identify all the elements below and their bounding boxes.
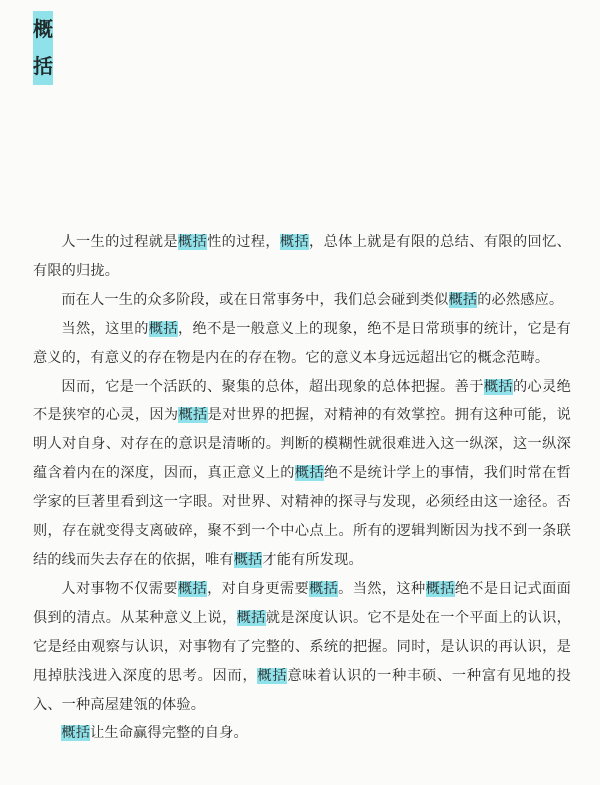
text-segment: 的必然感应。 <box>477 291 564 308</box>
highlighted-keyword: 概括 <box>448 291 478 308</box>
text-segment: 才能有所发现。 <box>262 551 363 568</box>
text-segment: 是对世界的把握，对精神的有效掌控。拥有这种可能，说明人对自身、对存在的意识是清晰的。判断的模糊性就很难进入这一纵深，这一纵深蕴含着内在的深度，因而，真正意义上的 <box>33 407 571 482</box>
highlighted-keyword: 概括 <box>177 580 208 597</box>
text-segment: 人一生的过程就是 <box>61 234 178 250</box>
text-segment: 而在人一生的众多阶段，或在日常事务中，我们总会碰到类似 <box>61 291 449 308</box>
text-segment: ，绝不是一般意义上的现象，绝不是日常琐事的统计，它是有意义的，有意义的存在物是内在的存在物。它的意义本身远远超出它的概念范畴。 <box>33 320 571 366</box>
highlighted-keyword: 概括 <box>177 234 208 250</box>
highlighted-keyword: 概括 <box>309 580 339 597</box>
essay-body <box>33 228 571 748</box>
highlighted-keyword: 概括 <box>148 320 178 337</box>
highlighted-keyword: 概括 <box>425 580 455 597</box>
paragraph-5 <box>33 575 571 720</box>
highlighted-keyword: 概括 <box>61 725 91 742</box>
text-segment: 就是深度认识。它不是处在一个平面上的认识，它是经由观察与认识，对事物有了完整的、系统的把握。同时，是认识的再认识，是甩掉肤浅进入深度的思考。因而， <box>33 609 571 684</box>
paragraph-6 <box>33 719 571 748</box>
paragraph-4 <box>33 373 571 575</box>
text-segment: ，对自身更需要 <box>207 580 310 597</box>
title-char-2: 括 <box>33 48 53 85</box>
text-segment: 让生命赢得完整的自身。 <box>90 725 248 742</box>
highlighted-keyword: 概括 <box>279 234 310 250</box>
paragraph-1 <box>33 228 571 286</box>
highlighted-keyword: 概括 <box>236 609 266 626</box>
text-segment: 性的过程， <box>207 234 280 250</box>
text-segment: 。当然，这种 <box>338 580 426 597</box>
highlighted-keyword: 概括 <box>178 407 208 424</box>
highlighted-keyword: 概括 <box>233 551 263 568</box>
paragraph-3 <box>33 315 571 373</box>
text-segment: 绝不是统计学上的事情，我们时常在哲学家的巨著里看到这一字眼。对世界、对精神的探寻与发现，必须经由这一途径。否则，存在就变得支离破碎，聚不到一个中心点上。所有的逻辑判断因为找不到一条联结的线而失去存在的依据，唯有 <box>33 465 571 568</box>
page-title <box>33 11 53 85</box>
paragraph-2 <box>33 286 571 315</box>
text-segment: 因而，它是一个活跃的、聚集的总体，超出现象的总体把握。善于 <box>61 378 484 395</box>
text-segment: 意味着认识的一种丰硕、一种富有见地的投入、一种高屋建瓴的体验。 <box>33 667 571 713</box>
title-char-1: 概 <box>33 11 53 48</box>
highlighted-keyword: 概括 <box>257 667 288 684</box>
text-segment: 人对事物不仅需要 <box>61 580 178 597</box>
text-segment: ，总体上就是有限的总结、有限的回忆、有限的归拢。 <box>33 234 571 279</box>
text-segment: 绝不是日记式面面俱到的清点。从某种意义上说， <box>33 580 571 626</box>
highlighted-keyword: 概括 <box>294 465 324 482</box>
text-segment: 当然，这里的 <box>61 320 149 337</box>
text-segment: 的心灵绝不是狭窄的心灵，因为 <box>33 378 571 424</box>
highlighted-keyword: 概括 <box>483 378 513 395</box>
